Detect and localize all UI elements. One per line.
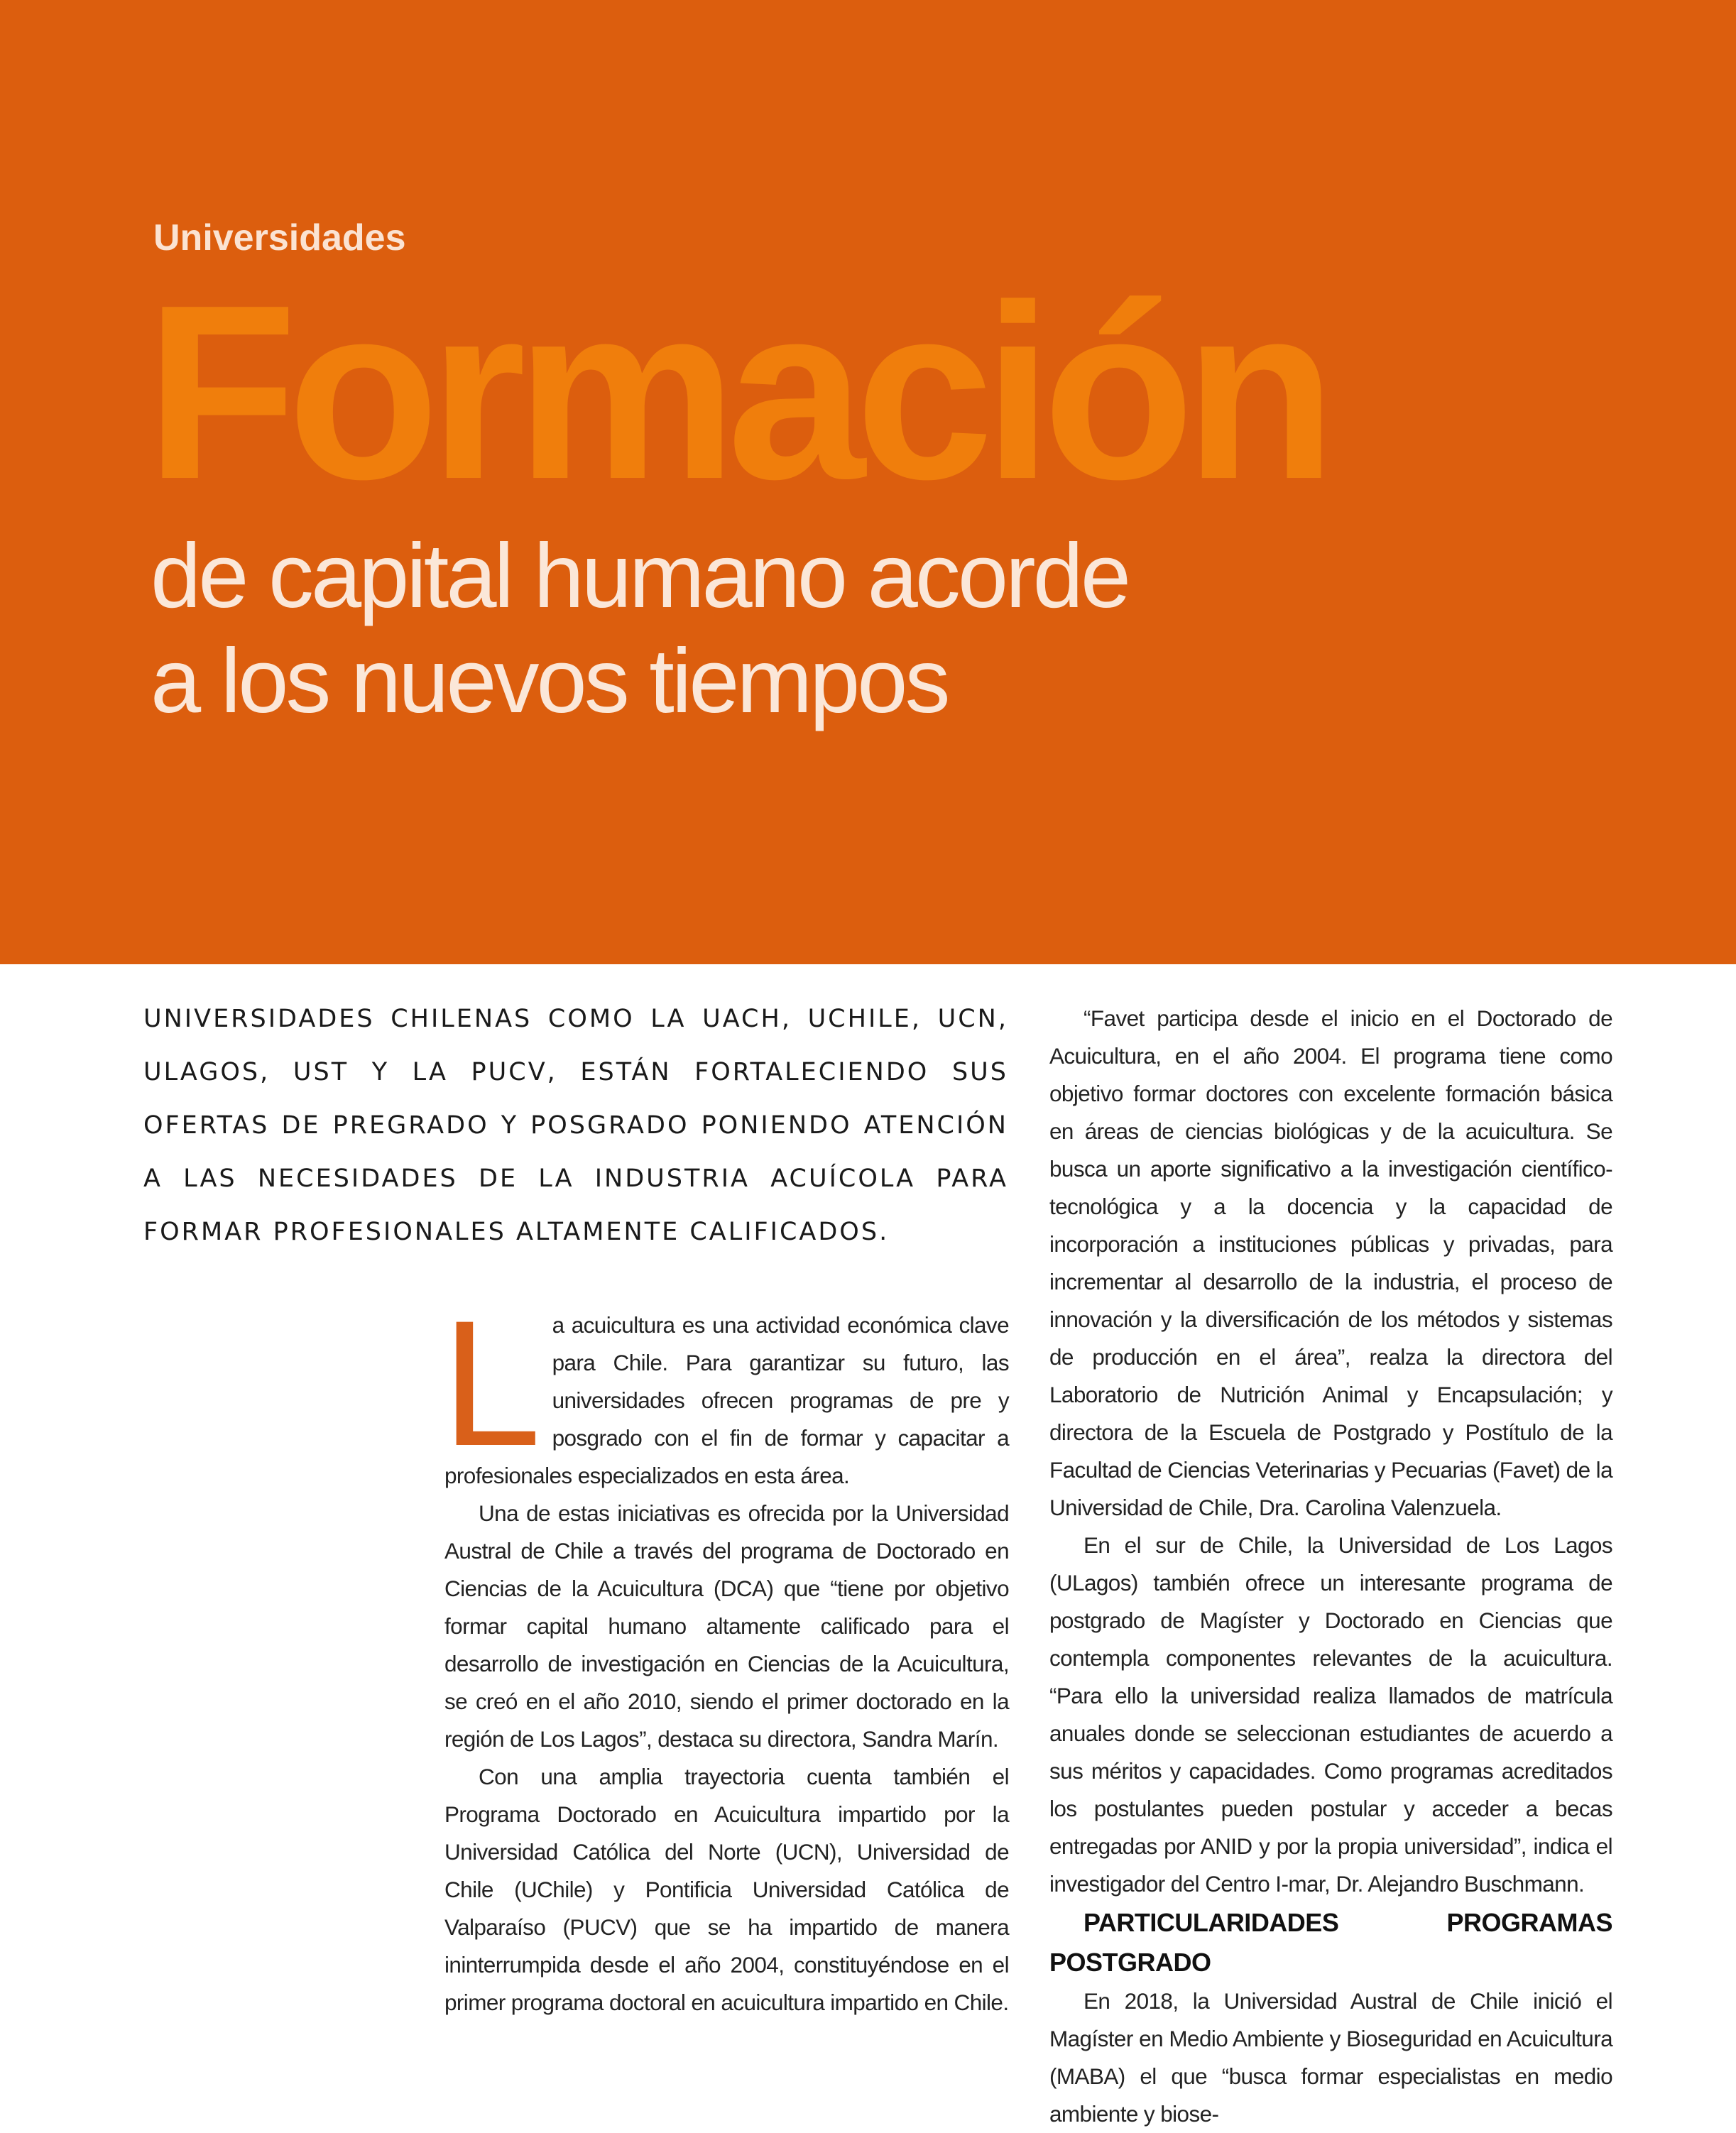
paragraph-4: “Favet participa desde el inicio en el Doctorado de Acuicultura, en el año 2004. El programa tiene como objetivo formar doctores con excelente formación básica en áreas de ciencias biológicas y de la acuicultura. Se busca un aporte significativo a la investigación científico-tecnológica y a la docencia y la capacidad de incorporación a instituciones públicas y privadas, para incrementar al desarrollo de la industria, el proceso de innovación y la diversificación de los métodos y sistemas de producción en el área”, realza la directora del Laboratorio de Nutrición Animal y Encapsulación; y directora de la Escuela de Postgrado y Postítulo de la Facultad de Ciencias Veterinarias y Pecuarias (Favet) de la Universidad de Chile, Dra. Carolina Valenzuela. — [1049, 1005, 1612, 1520]
paragraph-3: Con una amplia trayectoria cuenta también el Programa Doctorado en Acuicultura impartido por la Universidad Católica del Norte (UCN), Universidad de Chile (UChile) y Pontificia Universidad Católica de Valparaíso (PUCV) que se ha impartido de manera ininterrumpida desde el año 2004, constituyéndose en el primer programa doctoral en acuicultura impartido en Chile. — [444, 1764, 1009, 2015]
paragraph-1 — [442, 1284, 1009, 1495]
paragraph-2: Una de estas iniciativas es ofrecida por la Universidad Austral de Chile a través del programa de Doctorado en Ciencias de la Acuicultura (DCA) que “tiene por objetivo formar capital humano altamente calificado para el desarrollo de investigación en Ciencias de la Acuicultura, se creó en el año 2010, siendo el primer doctorado en la región de Los Lagos”, destaca su directora, Sandra Marín. — [444, 1500, 1009, 1752]
paragraph-5: En el sur de Chile, la Universidad de Los Lagos (ULagos) también ofrece un interesante programa de postgrado de Magíster y Doctorado en Ciencias que contempla componentes relevantes de la acuicultura. “Para ello la universidad realiza llamados de matrícula anuales donde se seleccionan estudiantes de acuerdo a sus méritos y capacidades. Como programas acreditados los postulantes pueden postular y acceder a becas entregadas por ANID y por la propia universidad”, indica el investigador del Centro I-mar, Dr. Alejandro Buschmann. — [1049, 1532, 1612, 1897]
lead-paragraph: UNIVERSIDADES CHILENAS COMO LA UACH, UCHILE, UCN, ULAGOS, UST Y LA PUCV, ESTÁN FORTALECIENDO SUS OFERTAS DE PREGRADO Y POSGRADO PONIENDO ATENCIÓN A LAS NECESIDADES DE LA INDUSTRIA ACUÍCOLA PARA FORMAR PROFESIONALES ALTAMENTE CALIFICADOS. — [143, 1005, 1008, 1246]
drop-cap: L — [442, 1284, 541, 1483]
page-title: Formación — [146, 253, 1327, 531]
subtitle-line-2: a los nuevos tiempos — [151, 631, 948, 732]
section-label: Universidades — [153, 217, 406, 258]
section-subheading: PARTICULARIDADES PROGRAMAS POSTGRADO — [1049, 1908, 1612, 1977]
article-column-1 — [442, 1284, 1009, 2022]
subtitle-line-1: de capital humano acorde — [151, 525, 1128, 627]
article-column-2 — [1049, 1000, 1612, 2133]
paragraph-1-text: a acuicultura es una actividad económica clave para Chile. Para garantizar su futuro, las universidades ofrecen programas de pre y posgrado con el fin de formar y capacitar a profesionales especializados en esta área. — [444, 1312, 1009, 1488]
hero-banner — [0, 0, 1736, 964]
paragraph-6: En 2018, la Universidad Austral de Chile inició el Magíster en Medio Ambiente y Bioseguridad en Acuicultura (MABA) el que “busca formar especialistas en medio ambiente y biose- — [1049, 1988, 1612, 2127]
page-subtitle — [151, 524, 1128, 734]
